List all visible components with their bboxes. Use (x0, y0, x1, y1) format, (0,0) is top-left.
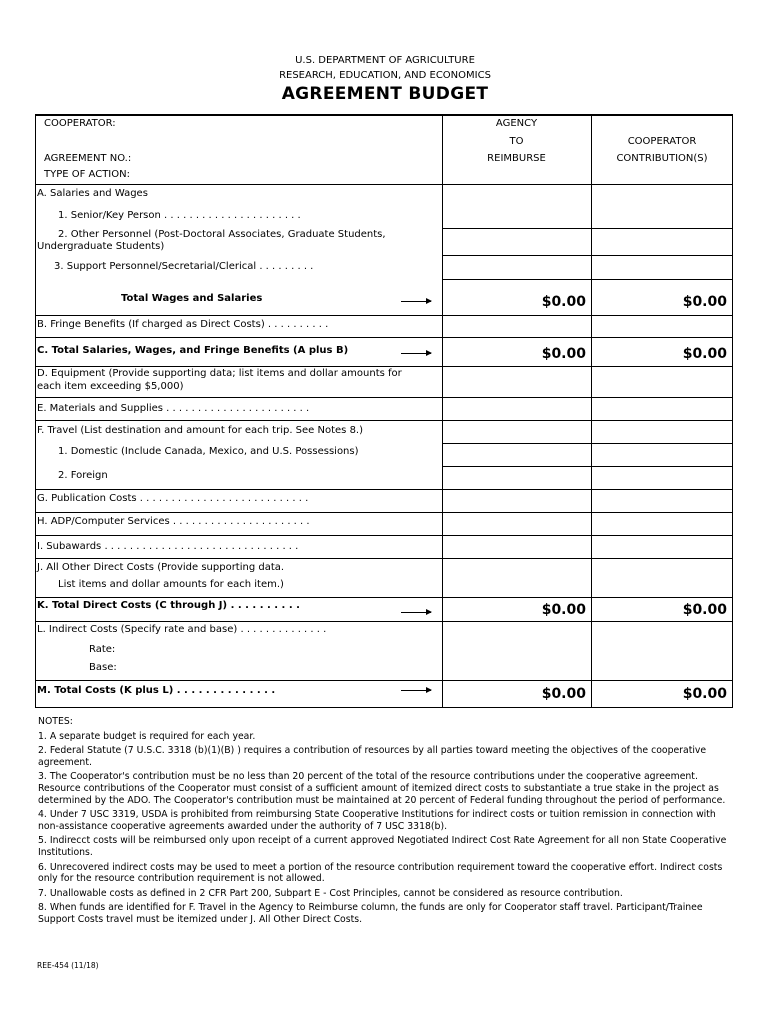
row-c-label: C. Total Salaries, Wages, and Fringe Benefits (A plus B) (37, 345, 349, 356)
agency-col-header-1: AGENCY (495, 118, 538, 129)
row-d-label-cont: each item exceeding $5,000) (37, 381, 184, 392)
k-agency-amount: $0.00 (541, 602, 586, 618)
row-i-label: I. Subawards . . . . . . . . . . . . . . . . . . . . . . . . . . . . . . . (37, 541, 299, 552)
arrow-right-icon (401, 690, 431, 691)
divider (35, 680, 733, 681)
row-b-label: B. Fringe Benefits (If charged as Direct Costs) . . . . . . . . . . (37, 319, 329, 330)
divider (442, 255, 733, 256)
note-8: 8. When funds are identified for F. Travel in the Agency to Reimburse column, the funds are only for Cooperator staff travel. Participant/Trainee Support Costs travel must be itemized under J. All Other Direct Costs. (38, 902, 703, 925)
divider (442, 466, 733, 467)
note-2: 2. Federal Statute (7 U.S.C. 3318 (b)(1)(B) ) requires a contribution of resources by all parties toward meeting the objectives of the cooperative agreement. (38, 745, 707, 768)
row-a1-label: 1. Senior/Key Person . . . . . . . . . . . . . . . . . . . . . . (58, 210, 301, 221)
row-a2-label-cont: Undergraduate Students) (37, 241, 165, 252)
coop-col-header-2: CONTRIBUTION(S) (616, 153, 708, 164)
row-m-label: M. Total Costs (K plus L) . . . . . . . . . . . . . . (37, 685, 276, 696)
wages-agency-amount: $0.00 (541, 294, 586, 310)
column-divider-coop (591, 115, 592, 707)
notes-heading: NOTES: (38, 716, 73, 727)
divider (35, 597, 733, 598)
notes-section (38, 716, 728, 929)
divider (35, 315, 733, 316)
divider (35, 397, 733, 398)
row-h-label: H. ADP/Computer Services . . . . . . . . . . . . . . . . . . . . . . (37, 516, 310, 527)
divider (442, 279, 733, 280)
divider (35, 558, 733, 559)
k-coop-amount: $0.00 (682, 602, 727, 618)
m-coop-amount: $0.00 (682, 686, 727, 702)
row-j-label-cont: List items and dollar amounts for each item.) (58, 579, 284, 590)
agency-col-header-2: TO (509, 136, 524, 147)
base-label: Base: (89, 662, 117, 673)
coop-col-header-1: COOPERATOR (627, 136, 697, 147)
row-l-label: L. Indirect Costs (Specify rate and base) . . . . . . . . . . . . . . (37, 624, 327, 635)
agency-name: U.S. DEPARTMENT OF AGRICULTURE (295, 55, 475, 66)
row-g-label: G. Publication Costs . . . . . . . . . . . . . . . . . . . . . . . . . . . (37, 493, 309, 504)
arrow-right-icon (401, 301, 431, 302)
wages-coop-amount: $0.00 (682, 294, 727, 310)
note-3: 3. The Cooperator's contribution must be no less than 20 percent of the total of the resource contributions under the cooperative agreement. Resource contributions of the Cooperator must consist of a sufficient amount of itemized direct costs to substantiate a true stake in the project as determined by the ADO. The Cooperator's contribution must be maintained at 20 percent of Federal funding throughout the period of performance. (38, 771, 726, 806)
cooperator-label: COOPERATOR: (44, 118, 116, 129)
divider (35, 184, 733, 185)
note-4: 4. Under 7 USC 3319, USDA is prohibited from reimbursing State Cooperative Institutions for indirect costs or tuition remission in connection with non-assistance cooperative agreements awarded under the authority of 7 USC 3318(b). (38, 809, 716, 832)
agency-col-header-3: REIMBURSE (487, 153, 546, 164)
row-f-label: F. Travel (List destination and amount for each trip. See Notes 8.) (37, 425, 364, 436)
row-j-label: J. All Other Direct Costs (Provide supporting data. (37, 562, 285, 573)
page-title: AGREEMENT BUDGET (281, 84, 489, 104)
type-of-action-label: TYPE OF ACTION: (44, 169, 130, 180)
arrow-right-icon (401, 612, 431, 613)
divider (35, 366, 733, 367)
total-wages-label: Total Wages and Salaries (121, 293, 263, 304)
divider (35, 621, 733, 622)
note-7: 7. Unallowable costs as defined in 2 CFR Part 200, Subpart E - Cost Principles, cannot be considered as resource contribution. (38, 887, 623, 899)
row-e-label: E. Materials and Supplies . . . . . . . . . . . . . . . . . . . . . . . (37, 403, 310, 414)
row-f1-label: 1. Domestic (Include Canada, Mexico, and U.S. Possessions) (58, 446, 359, 457)
row-a-label: A. Salaries and Wages (37, 188, 148, 199)
form-id: REE-454 (11/18) (37, 961, 99, 970)
division-name: RESEARCH, EDUCATION, AND ECONOMICS (279, 70, 491, 81)
row-a3-label: 3. Support Personnel/Secretarial/Clerical . . . . . . . . . (54, 261, 314, 272)
row-d-label: D. Equipment (Provide supporting data; list items and dollar amounts for (37, 368, 402, 379)
divider (35, 420, 733, 421)
row-f2-label: 2. Foreign (58, 470, 108, 481)
row-a2-label: 2. Other Personnel (Post-Doctoral Associates, Graduate Students, (58, 229, 386, 240)
note-1: 1. A separate budget is required for each year. (38, 730, 256, 742)
arrow-right-icon (401, 353, 431, 354)
note-6: 6. Unrecovered indirect costs may be used to meet a portion of the resource contribution requirement toward the cooperative effort. Indirect costs only for the resource contribution requirement is not allowed. (38, 861, 723, 885)
note-5: 5. Indirecct costs will be reimbursed only upon receipt of a current approved Negotiated Indirect Cost Rate Agreement for all non State Cooperative Institutions. (38, 835, 727, 858)
column-divider-agency (442, 115, 443, 707)
divider (35, 535, 733, 536)
divider (442, 443, 733, 444)
agreement-no-label: AGREEMENT NO.: (44, 153, 132, 164)
divider (35, 489, 733, 490)
divider (35, 512, 733, 513)
c-agency-amount: $0.00 (541, 346, 586, 362)
m-agency-amount: $0.00 (541, 686, 586, 702)
divider (442, 228, 733, 229)
c-coop-amount: $0.00 (682, 346, 727, 362)
row-k-label: K. Total Direct Costs (C through J) . . . . . . . . . . (37, 600, 300, 611)
divider (35, 337, 733, 338)
rate-label: Rate: (89, 644, 116, 655)
